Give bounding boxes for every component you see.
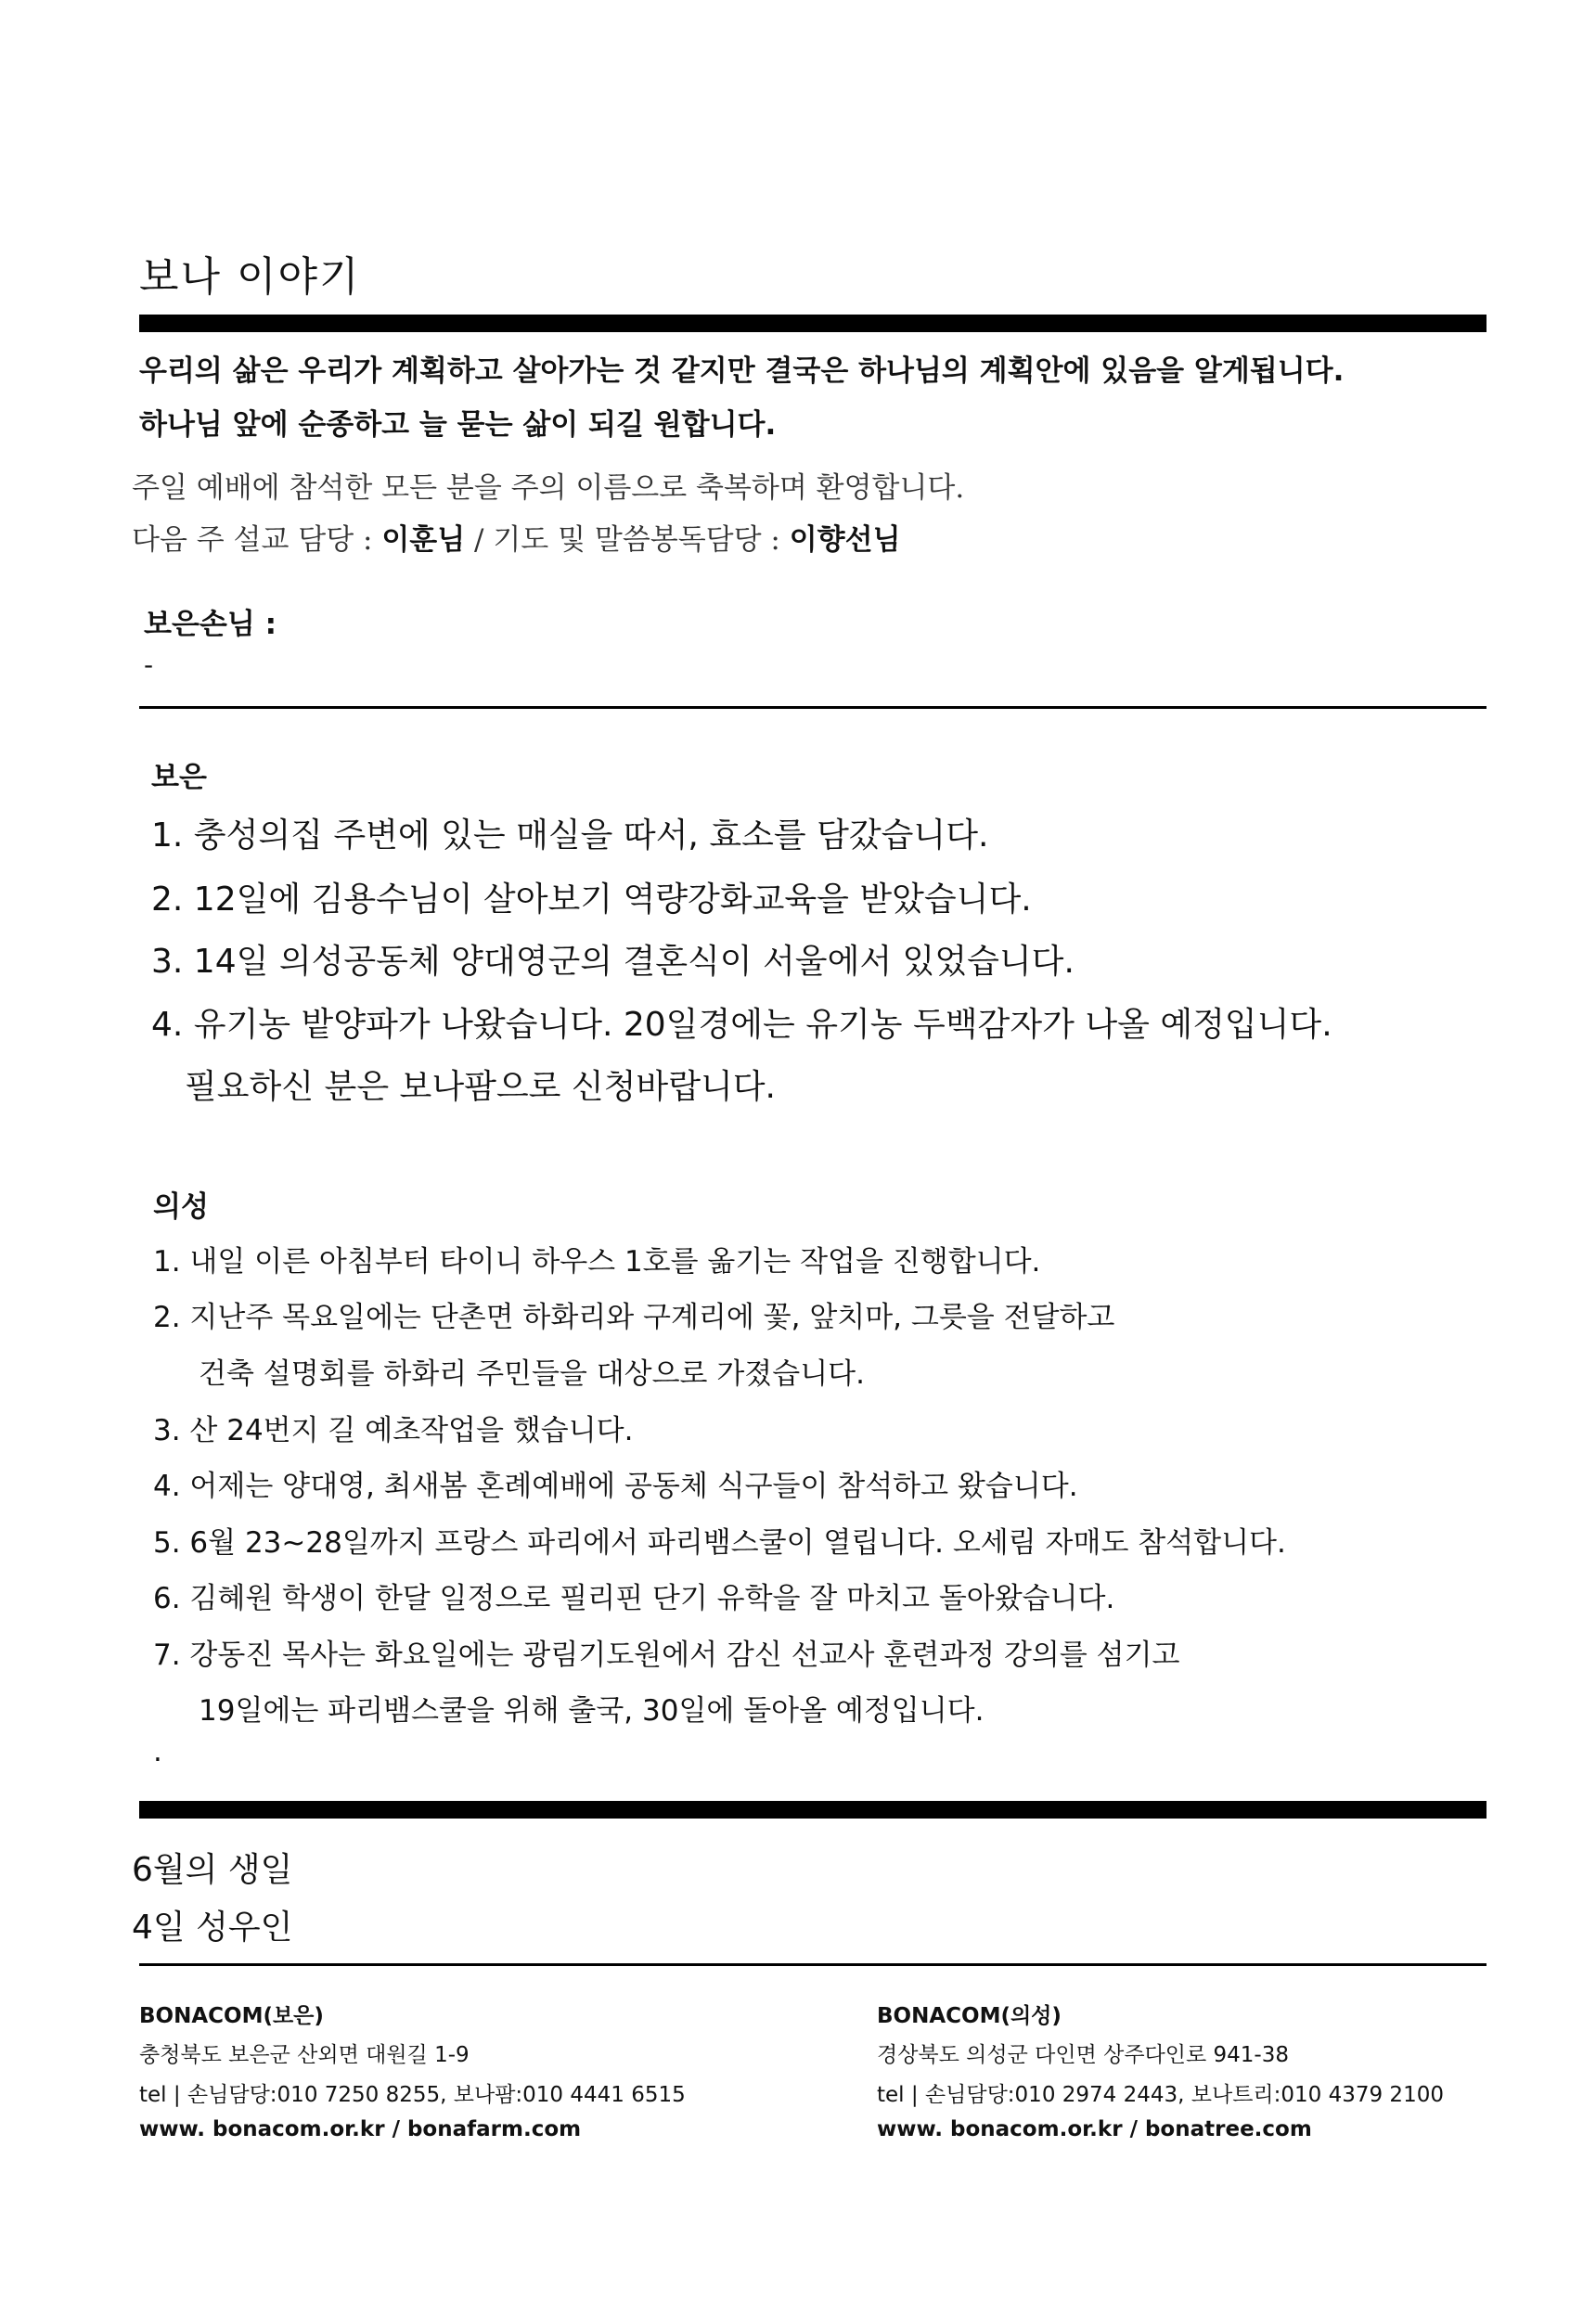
footer-boeun-tel: tel | 손님담당:010 7250 8255, 보나팜:010 4441 6515	[139, 2083, 686, 2107]
uiseong-item-5: 5. 6월 23~28일까지 프랑스 파리에서 파리뱀스쿨이 열립니다. 오세림 자매도 참석합니다.	[153, 1526, 1286, 1560]
footer-boeun-web[interactable]: www. bonacom.or.kr / bonafarm.com	[139, 2117, 582, 2141]
boeun-item-2: 2. 12일에 김용수님이 살아보기 역량강화교육을 받았습니다.	[151, 881, 1032, 919]
guest-divider	[139, 706, 1487, 709]
uiseong-item-4: 4. 어제는 양대영, 최새봄 혼례예배에 공동체 식구들이 참석하고 왔습니다.	[153, 1470, 1078, 1503]
title-divider	[139, 315, 1487, 332]
footer-divider	[139, 1963, 1487, 1966]
birthday-divider	[139, 1801, 1487, 1819]
prayer-label: / 기도 및 말씀봉독담당 :	[474, 523, 780, 557]
uiseong-item-6: 6. 김혜원 학생이 한달 일정으로 필리핀 단기 유학을 잘 마치고 돌아왔습니다.	[153, 1582, 1115, 1615]
footer-boeun-address: 충청북도 보은군 산외면 대원길 1-9	[139, 2043, 470, 2067]
footer-boeun-name: BONACOM(보은)	[139, 2004, 324, 2028]
uiseong-item-7-cont: 19일에는 파리뱀스쿨을 위해 출국, 30일에 돌아올 예정입니다.	[199, 1694, 985, 1728]
uiseong-item-1: 1. 내일 이른 아침부터 타이니 하우스 1호를 옮기는 작업을 진행합니다.	[153, 1245, 1041, 1279]
page-title: 보나 이야기	[139, 253, 361, 301]
birthday-heading: 6월의 생일	[132, 1851, 293, 1889]
footer-uiseong-address: 경상북도 의성군 다인면 상주다인로 941-38	[877, 2043, 1289, 2067]
sermon-label: 다음 주 설교 담당 :	[132, 523, 373, 557]
sermon-assignment	[132, 516, 901, 558]
uiseong-heading: 의성	[153, 1190, 209, 1224]
welcome-line: 주일 예배에 참석한 모든 분을 주의 이름으로 축복하며 환영합니다.	[132, 471, 965, 505]
boeun-item-3: 3. 14일 의성공동체 양대영군의 결혼식이 서울에서 있었습니다.	[151, 943, 1075, 981]
boeun-item-4-cont: 필요하신 분은 보나팜으로 신청바랍니다.	[185, 1068, 776, 1106]
footer-uiseong-web[interactable]: www. bonacom.or.kr / bonatree.com	[877, 2117, 1312, 2141]
guest-value: -	[144, 649, 154, 680]
prayer-name: 이향선님	[789, 523, 901, 557]
intro-line-2: 하나님 앞에 순종하고 늘 묻는 삶이 되길 원합니다.	[139, 408, 777, 442]
boeun-item-1: 1. 충성의집 주변에 있는 매실을 따서, 효소를 담갔습니다.	[151, 816, 989, 855]
uiseong-trailing-dot: .	[153, 1735, 162, 1768]
uiseong-item-2: 2. 지난주 목요일에는 단촌면 하화리와 구계리에 꽃, 앞치마, 그릇을 전달하고	[153, 1301, 1115, 1334]
boeun-item-4: 4. 유기농 밭양파가 나왔습니다. 20일경에는 유기농 두백감자가 나올 예정입니다.	[151, 1006, 1332, 1044]
uiseong-item-3: 3. 산 24번지 길 예초작업을 했습니다.	[153, 1414, 634, 1447]
birthday-entry: 4일 성우인	[132, 1909, 293, 1947]
boeun-heading: 보은	[151, 761, 207, 794]
intro-line-1: 우리의 삶은 우리가 계획하고 살아가는 것 같지만 결국은 하나님의 계획안에 있음을 알게됩니다.	[139, 354, 1345, 388]
guest-label: 보은손님 :	[144, 608, 277, 641]
sermon-name: 이훈님	[381, 523, 466, 557]
uiseong-item-2-cont: 건축 설명회를 하화리 주민들을 대상으로 가졌습니다.	[199, 1357, 865, 1391]
uiseong-item-7: 7. 강동진 목사는 화요일에는 광림기도원에서 감신 선교사 훈련과정 강의를 섬기고	[153, 1639, 1180, 1672]
footer-uiseong-name: BONACOM(의성)	[877, 2004, 1062, 2028]
footer-uiseong-tel: tel | 손님담당:010 2974 2443, 보나트리:010 4379 2100	[877, 2083, 1444, 2107]
